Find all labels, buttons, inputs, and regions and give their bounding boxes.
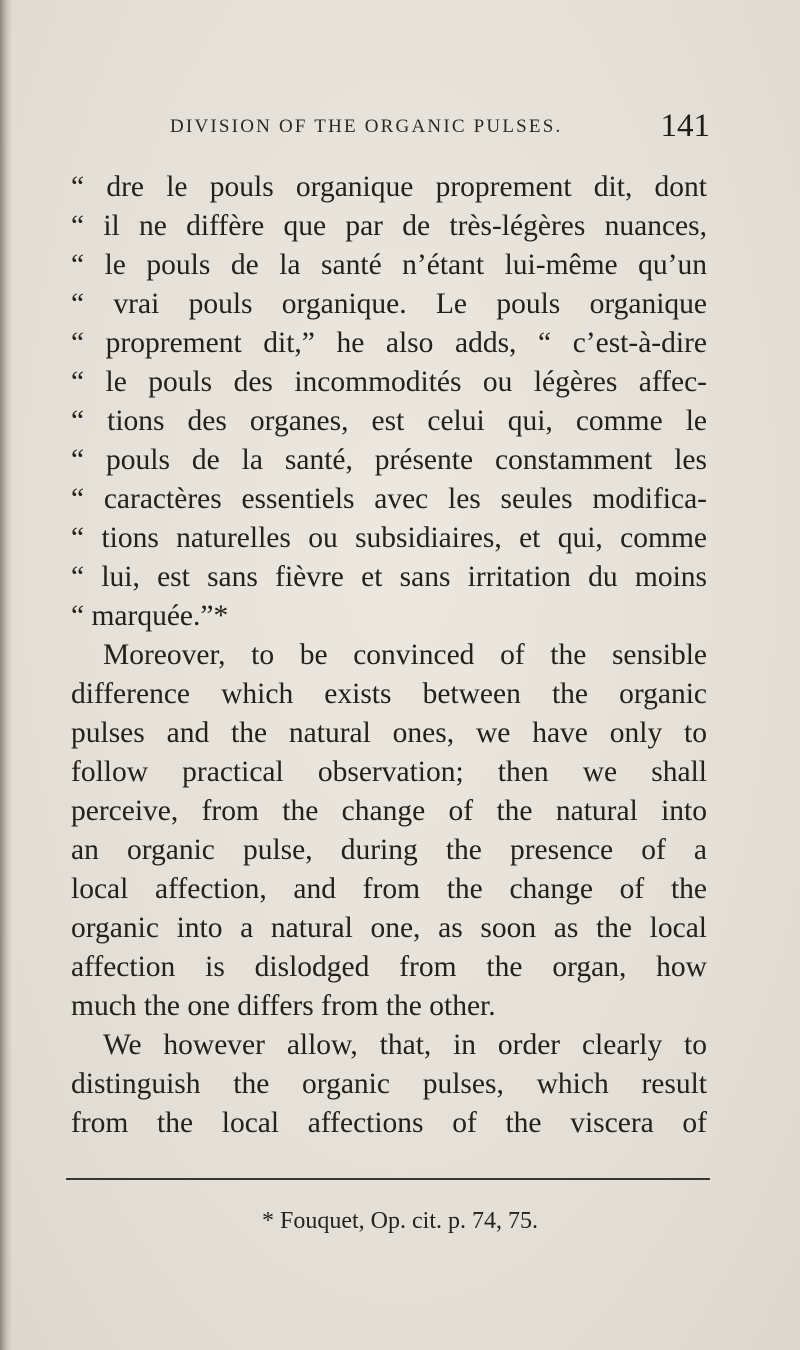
text-line: “ tions naturelles ou subsidiaires, et qui, comme (71, 522, 707, 554)
text-line: much the one differs from the other. (71, 990, 496, 1022)
text-line: affection is dislodged from the organ, how (71, 951, 707, 983)
text-line: pulses and the natural ones, we have only to (71, 717, 707, 749)
text-line: “ proprement dit,” he also adds, “ c’est-à-dire (71, 327, 707, 359)
text-line: local affection, and from the change of the (71, 873, 707, 905)
footnote-divider (66, 1178, 710, 1180)
text-line: “ marquée.”* (71, 600, 229, 632)
paragraph-start: We however allow, that, in order clearly to (103, 1029, 707, 1061)
body-text (71, 168, 707, 1143)
text-line: an organic pulse, during the presence of a (71, 834, 707, 866)
page-number: 141 (660, 108, 710, 144)
text-line: “ vrai pouls organique. Le pouls organique (71, 288, 707, 320)
text-line: “ lui, est sans fièvre et sans irritation du moins (71, 561, 707, 593)
page-gutter-shadow (0, 0, 12, 1350)
text-line: “ pouls de la santé, présente constamment les (71, 444, 707, 476)
running-head (70, 108, 710, 152)
chapter-title: DIVISION OF THE ORGANIC PULSES. (170, 116, 563, 137)
text-line: perceive, from the change of the natural into (71, 795, 707, 827)
text-line: “ dre le pouls organique proprement dit, dont (71, 171, 707, 203)
text-line: distinguish the organic pulses, which result (71, 1068, 707, 1100)
text-line: “ tions des organes, est celui qui, comme le (71, 405, 707, 437)
text-line: organic into a natural one, as soon as the local (71, 912, 707, 944)
text-line: from the local affections of the viscera of (71, 1107, 707, 1139)
paragraph-start: Moreover, to be convinced of the sensible (103, 639, 707, 671)
footnote: * Fouquet, Op. cit. p. 74, 75. (262, 1208, 538, 1234)
text-line: “ il ne diffère que par de très-légères nuances, (71, 210, 707, 242)
text-line: “ caractères essentiels avec les seules modifica- (71, 483, 707, 515)
text-line: “ le pouls de la santé n’étant lui-même qu’un (71, 249, 707, 281)
text-line: “ le pouls des incommodités ou légères affec- (71, 366, 707, 398)
text-line: difference which exists between the organic (71, 678, 707, 710)
text-line: follow practical observation; then we shall (71, 756, 707, 788)
